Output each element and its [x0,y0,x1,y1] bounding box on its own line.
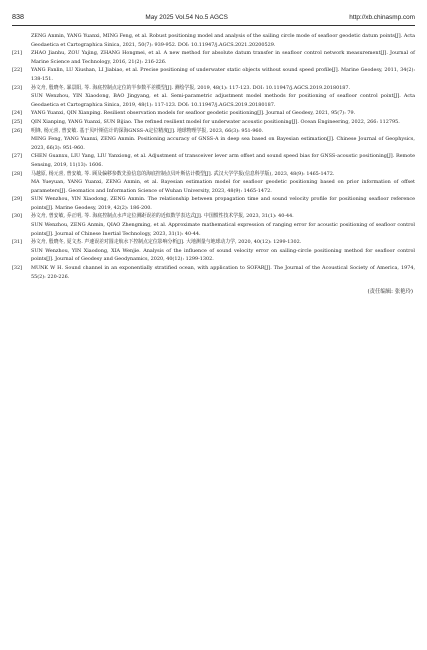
reference-text: ZHAO Jianhu, ZOU Yajing, ZHANG Hongmei, et al. A new method for absolute datum transfer in seafloor control network measurement[J]. Journal of Marine Science and Technology, 2016, 21(2): 216-226. [31,50,415,65]
reference-item [12,32,415,49]
journal-url[interactable]: http://xb.chinasmp.com [349,14,415,21]
editor-note: (责任编辑: 张艳玲) [367,289,413,296]
reference-item [12,118,415,127]
reference-item [12,221,415,238]
reference-text: QIN Xianping, YANG Yuanxi, SUN Bijiao. The refined resilient model for underwater acoustic positioning[J]. Ocean Engineering, 2022, 266: 112795. [31,118,400,125]
reference-item [12,212,415,221]
reference-item [12,170,415,179]
reference-text: SUN Wenzhou, ZENG Anmin, QIAO Zhengming, et al. Approximate mathematical expression of ranging error for acoustic positioning of seafloor control points[J]. Journal of Chinese Inertial Technology, 2023, 31(1): 40-44. [31,222,415,237]
reference-item [12,195,415,212]
reference-item [12,152,415,169]
reference-number: [30] [12,213,23,220]
reference-list [12,32,415,281]
reference-number: [32] [12,265,23,272]
reference-number: [23] [12,84,23,91]
reference-number: [28] [12,170,23,177]
reference-item [12,92,415,109]
reference-item [12,66,415,83]
reference-text: CHEN Guanxu, LIU Yang, LIU Yanxiong, et al. Adjustment of transceiver lever arm offset and sound speed bias for GNSS-acoustic positioning[J]. Remote Sensing, 2019, 11(13): 1606. [31,153,415,168]
reference-item [12,178,415,195]
reference-number: [25] [12,118,23,125]
reference-number: [26] [12,127,23,134]
reference-text: ZENG Anmin, YANG Yuanxi, MING Feng, et al. Robust positioning model and analysis of the sailing circle mode of seafloor geodetic datum points[J]. Acta Geodaetica et Cartographica Sinica, 2021, 50(7): 939-952. DOI: 10.11947/j.AGCS.2021.20200529. [31,33,415,48]
reference-text: SUN Wenzhou, YIN Xiaodong, XIA Wenjie. Analysis of the influence of sound velocity error on sailing-circle positioning method for seafloor control points[J]. Journal of Geodesy and Geodynamics, 2020, 40(12): 1299-1302. [31,247,415,263]
reference-text: 孙文舟, 殷晓冬, 暴景阳, 等. 海底控制点定位的半参数平差模型[J]. 测绘学报, 2019, 48(1): 117-123. DOI: 10.11947/j.AGCS.2019.20180187. [31,84,351,91]
page-header [12,0,415,26]
reference-text: 孙文舟, 殷晓冬, 夏文杰. 声速误差对圆走航水下控制点定位影响分析[J]. 大地测量与地球动力学, 2020, 40(12): 1299-1302. [31,239,302,246]
reference-text: MA Yueyuan, YANG Yuanxi, ZENG Anmin, et al. Bayesian estimation model for seafloor geodetic positioning based on prior information of offset parameters[J]. Geomatics and Information Science of Wuhan University, 2023, 48(9): 1465-1472. [31,179,415,194]
reference-item [12,109,415,118]
reference-text: 孙文舟, 曾安敏, 乔正明, 等. 海底控制点水声定位测距误差的近似数学表达式[J]. 中国惯性技术学报, 2023, 31(1): 40-44. [31,213,294,220]
reference-item [12,238,415,247]
reference-number: [31] [12,239,23,246]
reference-item [12,247,415,264]
reference-item [12,264,415,281]
reference-item [12,84,415,93]
reference-text: SUN Wenzhou, YIN Xiaodong, ZENG Anmin. The relationship between propagation time and sound velocity profile for positioning seafloor reference points[J]. Marine Geodesy, 2019, 42(2): 186-200. [31,196,415,211]
reference-item [12,49,415,66]
reference-text: 明锋, 杨元喜, 曾安敏. 基于贝叶斯估计的深海GNSS-A定位精度[J]. 地球物理学报, 2023, 66(3): 951-960. [31,127,264,134]
journal-issue: May 2025 Vol.54 No.5 AGCS [145,14,228,21]
reference-number: [24] [12,110,23,117]
reference-item [12,135,415,152]
reference-number: [22] [12,67,23,74]
reference-text: 马越原, 杨元喜, 曾安敏, 等. 顾及偏移参数先验信息的海底控制点贝叶斯估计模型[J]. 武汉大学学报(信息科学版), 2023, 48(9): 1465-1472. [31,170,335,177]
reference-text: YANG Yuanxi, QIN Xianping. Resilient observation models for seafloor geodetic positioning[J]. Journal of Geodesy, 2021, 95(7): 79. [31,110,356,117]
reference-text: SUN Wenzhou, YIN Xiaodong, BAO Jingyang, et al. Semi-parametric adjustment model methods for positioning of seafloor control point[J]. Acta Geodaetica et Cartographica Sinica, 2019, 48(1): 117-123. DOI: 10.11947/j.AGCS.2019.20180187. [31,93,415,108]
reference-text: MUNK W H. Sound channel in an exponentially stratified ocean, with application to SOFAR[J]. The Journal of the Acoustical Society of America, 1974, 55(2): 220-226. [31,265,415,280]
reference-text: YANG Fanlin, LU Xiushan, LI Jiabiao, et al. Precise positioning of underwater static objects without sound speed profile[J]. Marine Geodesy, 2011, 34(2): 138-151. [31,67,415,82]
reference-number: [27] [12,153,23,160]
reference-number: [21] [12,50,23,57]
page-number: 838 [12,12,24,21]
reference-item [12,127,415,136]
reference-text: MING Feng, YANG Yuanxi, ZENG Anmin. Positioning accuracy of GNSS-A in deep sea based on Bayesian estimation[J]. Chinese Journal of Geophysics, 2023, 66(3): 951-960. [31,136,415,151]
reference-number: [29] [12,196,23,203]
